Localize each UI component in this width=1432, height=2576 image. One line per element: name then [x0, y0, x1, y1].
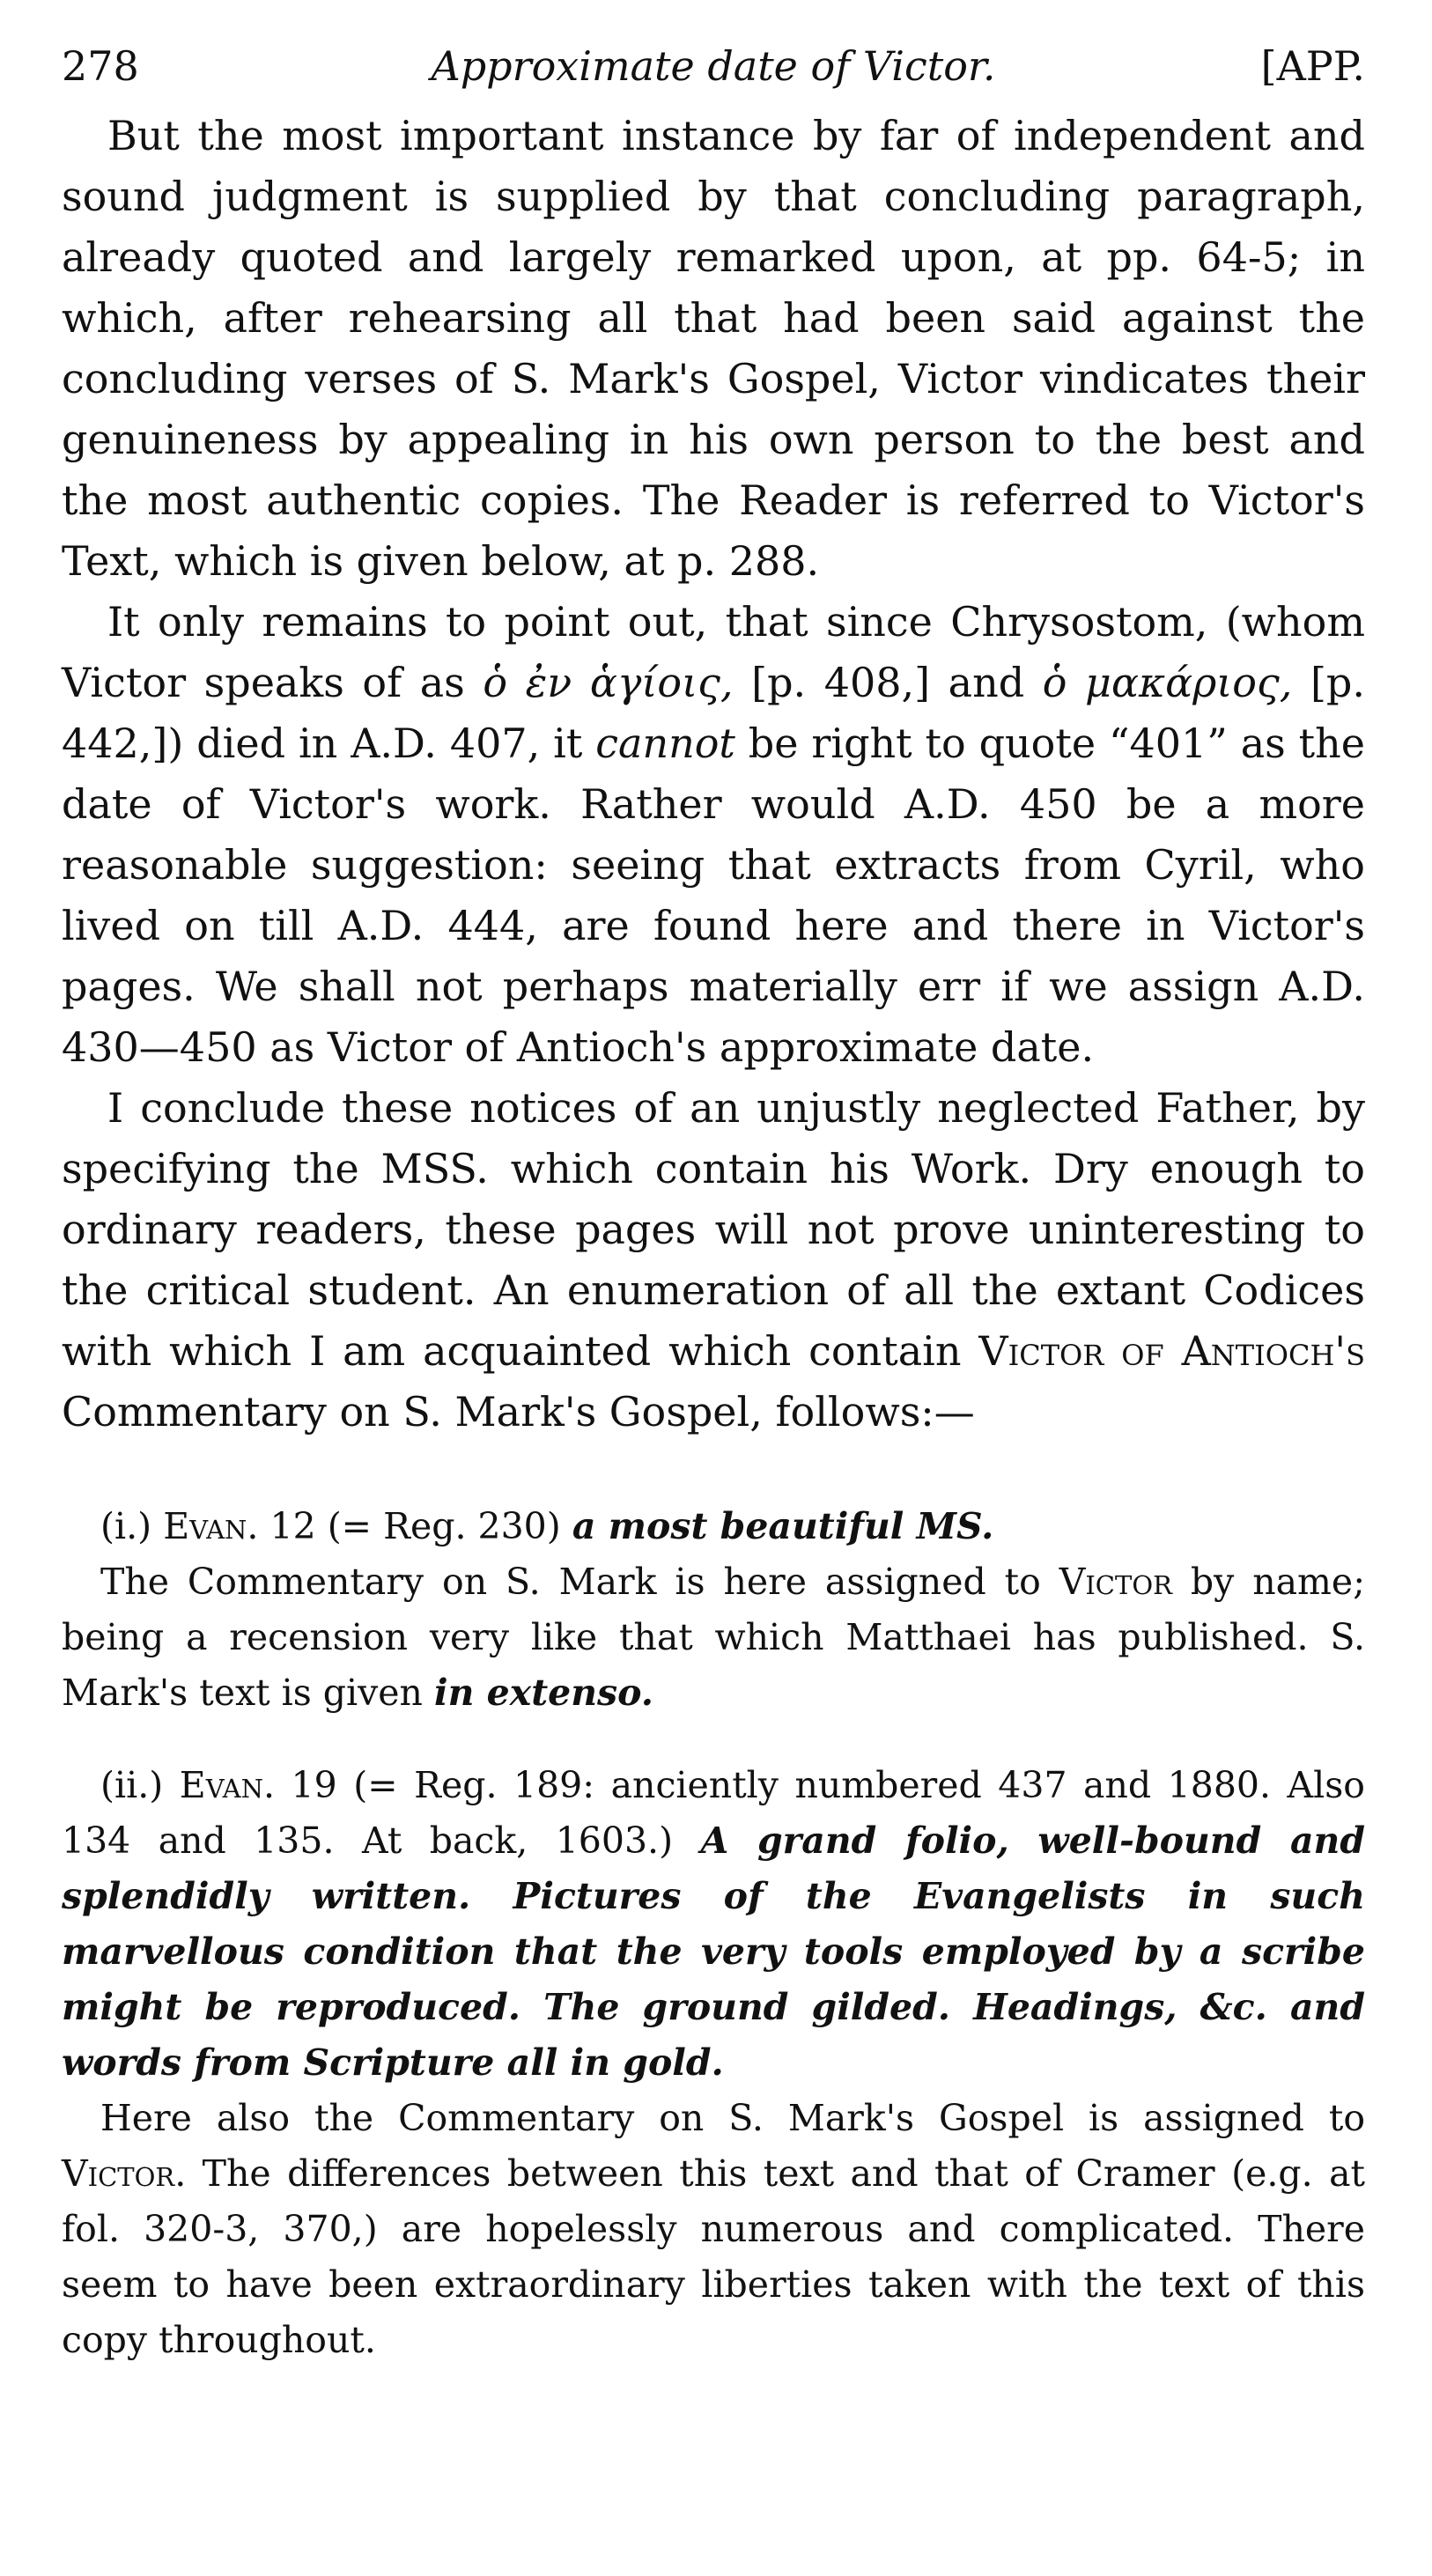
- p2-text-c: [p. 442,]) died in: [62, 659, 1365, 767]
- evan-label: Evan.: [163, 1505, 259, 1547]
- p2-text-f: 450 be a more reasonable suggestion: seeing that extracts from Cyril, who lived on till: [62, 780, 1365, 949]
- entry-2-description: A grand folio, well-bound and splendidly written. Pictures of the Evangelists in such marvellous condition that the very tools employed by a scribe might be reproduced. The ground gilded. Headings, &c. and words from Scripture all in gold.: [62, 1819, 1365, 2084]
- greek-phrase-2: ὁ μακάριος,: [1042, 659, 1293, 706]
- entry-2-heading: [62, 1758, 1365, 2091]
- section-marker: [APP.: [1260, 42, 1365, 90]
- era-abbrev: A.D.: [351, 720, 437, 767]
- emphasis-cannot: cannot: [595, 720, 735, 767]
- entry-number: (ii.): [100, 1764, 164, 1806]
- paragraph-3: [62, 1078, 1365, 1443]
- greek-phrase-1: ὁ ἐν ἁγίοις,: [483, 659, 734, 706]
- main-text: [62, 106, 1365, 1443]
- in-extenso: in extenso.: [434, 1672, 654, 1714]
- paragraph-2: [62, 592, 1365, 1078]
- era-abbrev: A.D.: [904, 780, 991, 828]
- p2-text-d: 407, it: [436, 720, 596, 767]
- entry-1-body-a: The Commentary on S. Mark is here assigned to: [100, 1561, 1059, 1603]
- entry-number: (i.): [100, 1505, 152, 1547]
- victor-of-antioch: Victor of Antioch's: [978, 1327, 1365, 1375]
- manuscript-entry-1: [62, 1499, 1365, 1721]
- entry-1-description: a most beautiful MS.: [572, 1505, 994, 1547]
- paragraph-1-text: But the most important instance by far of independent and sound judgment is supplied by that concluding paragraph, already quoted and largely remarked upon, at pp. 64-5; in which, after rehearsing all that had been said against the concluding verses of S. Mark's Gospel, Victor vindicates their genuineness by appealing in his own person to the best and the most authentic copies. The Reader is referred to Victor's Text, which is given below, at p. 288.: [62, 112, 1365, 585]
- entry-2-body-b: The differences between this text and that of Cramer (e.g. at fol. 320-3, 370,) are hopelessly numerous and complicated. There seem to have been extraordinary liberties taken with the text of this copy throughout.: [62, 2152, 1365, 2361]
- p2-text-g: 444, are found here and there in Victor's pages. We shall not perhaps materially err if we assign: [62, 902, 1365, 1010]
- running-title: Approximate date of Victor.: [431, 42, 996, 90]
- running-header: [62, 35, 1365, 106]
- entry-1-reference: 12 (= Reg. 230): [258, 1505, 572, 1547]
- page-number: 278: [62, 42, 139, 90]
- spacer: [62, 1721, 1365, 1758]
- victor-name: Victor.: [62, 2152, 187, 2195]
- victor-name: Victor: [1059, 1561, 1172, 1603]
- p2-text-e: be right to quote “401” as the date of Victor's work. Rather would: [62, 720, 1365, 828]
- spacer: [62, 1443, 1365, 1499]
- p3-text-a: I conclude these notices of an unjustly neglected Father, by specifying the MSS. which contain his Work. Dry enough to ordinary readers, these pages will not prove uninteresting to the critical student. An enumeration of all the extant Codices with which I am acquainted which contain: [62, 1084, 1365, 1375]
- paragraph-1: [62, 106, 1365, 592]
- p2-text-h: 430—450 as Victor of Antioch's approximate date.: [62, 1023, 1095, 1071]
- manuscript-list: [62, 1499, 1365, 2368]
- era-abbrev: A.D.: [1279, 963, 1365, 1010]
- entry-1-heading: [62, 1499, 1365, 1554]
- entry-2-body: [62, 2091, 1365, 2368]
- entry-2-reference: 19 (= Reg. 189: anciently numbered 437 and 1880. Also 134 and 135. At back, 1603.): [62, 1764, 1365, 1862]
- era-abbrev: A.D.: [337, 902, 424, 949]
- manuscript-entry-2: [62, 1758, 1365, 2368]
- page: [62, 35, 1365, 2368]
- evan-label: Evan.: [179, 1764, 276, 1806]
- entry-1-body: [62, 1554, 1365, 1721]
- p2-text-a: It only remains to point out, that since Chrysostom, (whom Victor speaks of as: [62, 598, 1365, 706]
- entry-1-body-b: by name; being a recension very like that which Matthaei has published. S. Mark's text is given: [62, 1561, 1366, 1714]
- p2-text-b: [p. 408,] and: [733, 659, 1043, 706]
- p3-text-b: Commentary on S. Mark's Gospel, follows:—: [62, 1388, 975, 1436]
- entry-2-body-a: Here also the Commentary on S. Mark's Gospel is assigned to: [100, 2097, 1365, 2139]
